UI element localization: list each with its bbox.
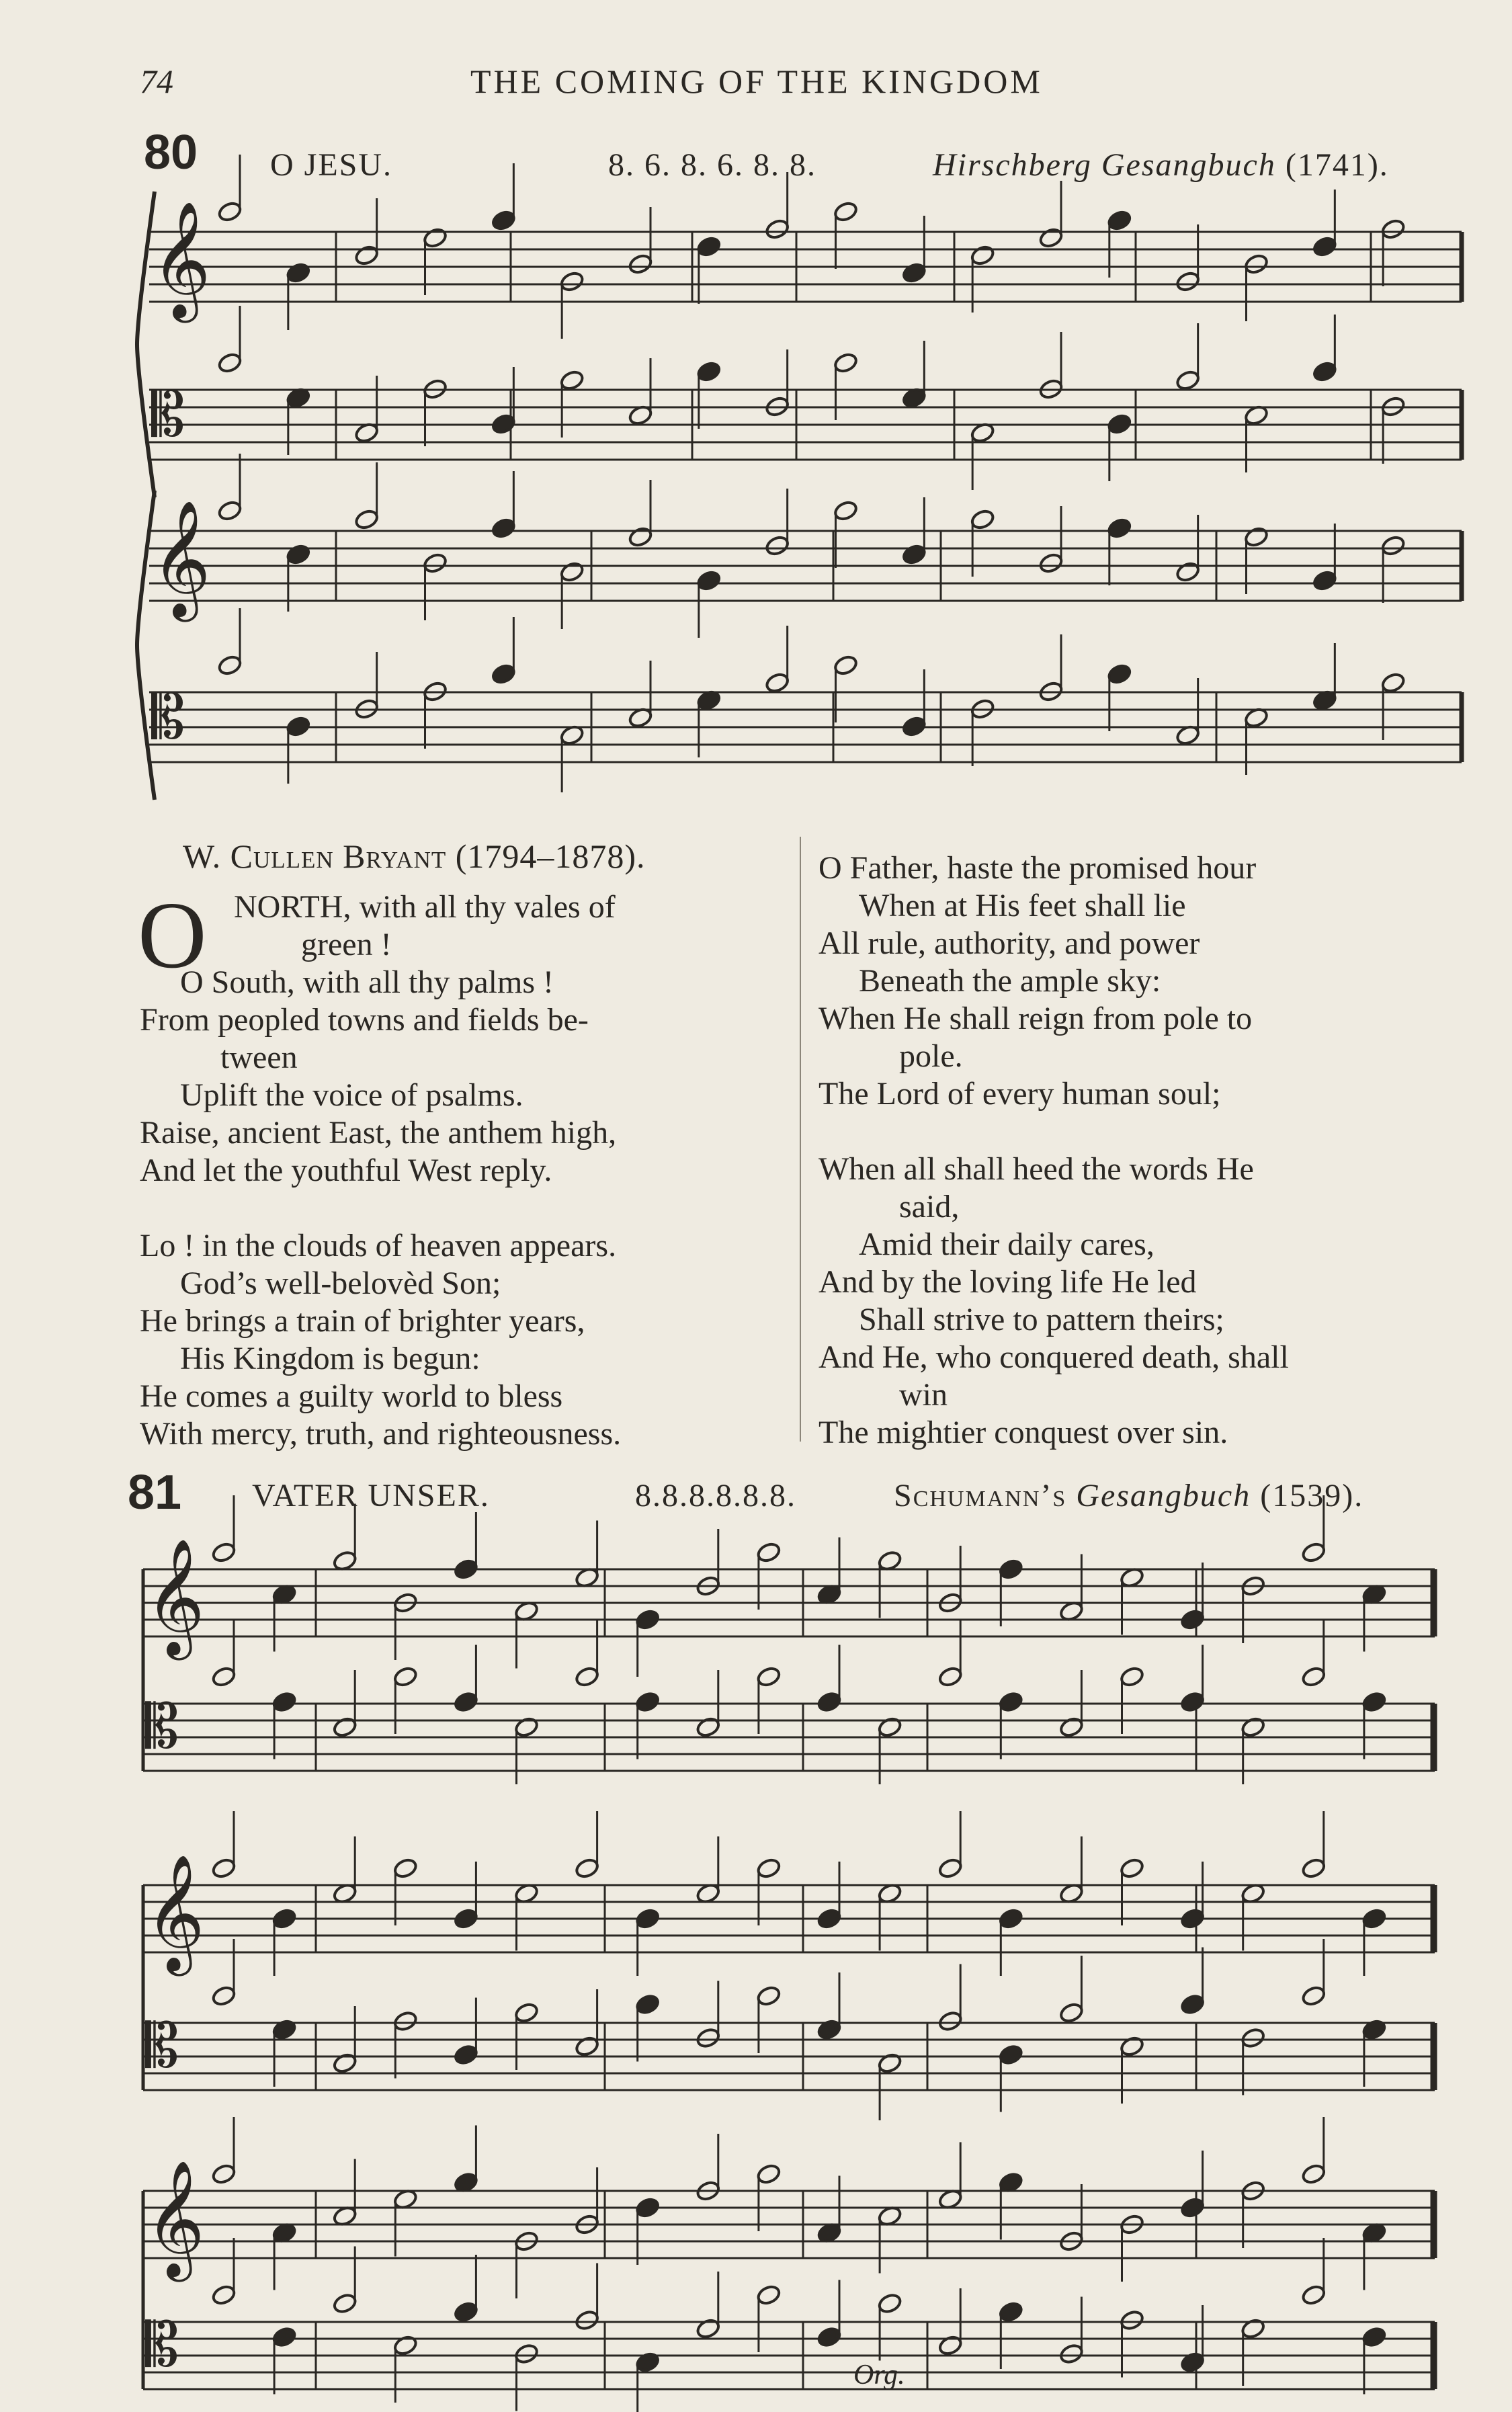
verse-line: His Kingdom is begun: — [180, 1341, 480, 1376]
running-title: THE COMING OF THE KINGDOM — [470, 63, 1043, 100]
note-head — [1301, 1985, 1327, 2007]
note-head — [635, 1993, 661, 2015]
verse-line: And let the youthful West reply. — [140, 1153, 552, 1188]
source-name-81: Schumann’s — [894, 1478, 1067, 1513]
note-head — [211, 2284, 237, 2306]
note-head — [877, 2052, 902, 2074]
note-head — [1301, 2163, 1327, 2185]
treble-clef: 𝄞 — [145, 2160, 205, 2277]
verse-line: With mercy, truth, and righteousness. — [140, 1416, 622, 1452]
verse-line: From peopled towns and fields be- — [140, 1002, 589, 1038]
verse-line: And by the loving life He led — [818, 1264, 1197, 1300]
note-head — [816, 1907, 842, 1929]
note-head — [635, 2196, 661, 2218]
note-head — [453, 1558, 478, 1580]
note-head — [453, 2044, 478, 2066]
treble-clef: 𝄞 — [145, 1538, 205, 1655]
note-head — [1361, 2018, 1387, 2040]
source-name: Hirschberg Gesangbuch — [933, 147, 1276, 183]
note-head — [756, 2284, 782, 2306]
note-head — [513, 1716, 539, 1738]
note-head — [998, 1691, 1023, 1713]
note-head — [1241, 2317, 1266, 2339]
verse-line: God’s well-belovèd Son; — [180, 1265, 501, 1301]
note-head — [635, 1691, 661, 1713]
note-head — [574, 2035, 599, 2057]
note-head — [1179, 1691, 1205, 1713]
verse-line: Lo ! in the clouds of heaven appears. — [140, 1228, 617, 1263]
treble-clef: 𝄞 — [151, 201, 211, 318]
note-head — [1058, 1716, 1084, 1738]
note-head — [1301, 1857, 1327, 1879]
note-head — [756, 1985, 782, 2007]
note-head — [211, 2163, 237, 2185]
note-head — [998, 1558, 1023, 1580]
note-head — [1301, 1541, 1327, 1563]
note-head — [1179, 2196, 1205, 2218]
note-head — [332, 2052, 358, 2074]
author-credit: W. Cullen Bryant (1794–1878). — [183, 837, 646, 875]
verse-line: win — [899, 1377, 948, 1413]
note-head — [574, 1665, 599, 1688]
verse-line: Shall strive to pattern theirs; — [859, 1302, 1224, 1337]
treble-clef: 𝄞 — [145, 1854, 205, 1971]
note-head — [937, 1857, 963, 1879]
bass-clef: 𝄡 — [145, 2310, 179, 2380]
note-head — [392, 1857, 418, 1879]
note-head — [998, 2044, 1023, 2066]
note-head — [877, 2292, 902, 2315]
verse-line: Amid their daily cares, — [859, 1226, 1154, 1262]
note-head — [1119, 1857, 1144, 1879]
hymn-number-80: 80 — [144, 126, 198, 179]
note-head — [332, 1716, 358, 1738]
verse-line: tween — [220, 1040, 298, 1075]
bass-clef: 𝄡 — [151, 380, 185, 450]
verse-line: The Lord of every human soul; — [818, 1076, 1221, 1112]
note-head — [1301, 1665, 1327, 1688]
note-head — [1119, 2035, 1144, 2057]
note-head — [998, 2300, 1023, 2323]
note-head — [453, 1691, 478, 1713]
verse-line: O South, with all thy palms ! — [180, 964, 554, 1000]
note-head — [998, 1907, 1023, 1929]
note-head — [211, 1665, 237, 1688]
note-head — [756, 1857, 782, 1879]
drop-cap: O — [138, 882, 207, 988]
note-head — [696, 1716, 721, 1738]
note-head — [392, 1665, 418, 1688]
tune-name-80: O JESU. — [270, 147, 393, 183]
source-year: (1741). — [1285, 147, 1389, 183]
note-head — [696, 2317, 721, 2339]
note-head — [756, 2163, 782, 2185]
note-head — [271, 1691, 297, 1713]
note-head — [1361, 1691, 1387, 1713]
verse-line: He brings a train of brighter years, — [140, 1303, 585, 1339]
note-head — [574, 2309, 599, 2331]
note-head — [392, 2010, 418, 2032]
hymn-number-81: 81 — [128, 1466, 182, 1520]
note-head — [1301, 2284, 1327, 2306]
note-head — [937, 2334, 963, 2356]
note-head — [1361, 2326, 1387, 2348]
verse-line: said, — [899, 1189, 960, 1224]
note-head — [1241, 1716, 1266, 1738]
verse-line: All rule, authority, and power — [818, 925, 1200, 961]
note-head — [937, 2010, 963, 2032]
note-head — [271, 2018, 297, 2040]
meter-81: 8.8.8.8.8.8. — [635, 1478, 796, 1513]
verse-line: The mightier conquest over sin. — [818, 1415, 1228, 1450]
organ-marking: Org. — [853, 2360, 905, 2390]
verse-line: green ! — [301, 927, 392, 962]
treble-clef: 𝄞 — [151, 500, 211, 617]
page-number: 74 — [140, 63, 173, 100]
note-head — [574, 1857, 599, 1879]
note-head — [211, 1857, 237, 1879]
note-head — [1179, 1993, 1205, 2015]
note-head — [696, 2027, 721, 2049]
note-head — [211, 1541, 237, 1563]
note-head — [1119, 1665, 1144, 1688]
source-year-81: (1539). — [1260, 1478, 1364, 1513]
verse-line: pole. — [899, 1038, 963, 1074]
note-head — [816, 2326, 842, 2348]
note-head — [513, 2001, 539, 2024]
note-head — [877, 1716, 902, 1738]
note-head — [816, 2018, 842, 2040]
note-head — [1119, 2309, 1144, 2331]
verse-line: He comes a guilty world to bless — [140, 1378, 563, 1414]
verse-line: When all shall heed the words He — [818, 1151, 1254, 1187]
note-head — [453, 2300, 478, 2323]
note-head — [756, 1541, 782, 1563]
note-head — [816, 1691, 842, 1713]
verse-line: Raise, ancient East, the anthem high, — [140, 1115, 617, 1151]
verse-line: Uplift the voice of psalms. — [180, 1077, 523, 1113]
note-head — [1179, 2351, 1205, 2373]
note-head — [453, 1907, 478, 1929]
note-head — [937, 1665, 963, 1688]
note-head — [1361, 1907, 1387, 1929]
verse-line: When He shall reign from pole to — [818, 1001, 1253, 1036]
note-head — [635, 2351, 661, 2373]
bass-clef: 𝄡 — [145, 2011, 179, 2081]
note-head — [271, 2326, 297, 2348]
source-title-81: Gesangbuch — [1076, 1478, 1251, 1513]
note-head — [392, 2334, 418, 2356]
note-head — [635, 1608, 661, 1630]
note-head — [1179, 1608, 1205, 1630]
note-head — [1058, 2343, 1084, 2365]
verse-line: When at His feet shall lie — [859, 888, 1186, 923]
note-head — [211, 1985, 237, 2007]
note-head — [332, 2292, 358, 2315]
note-head — [513, 2343, 539, 2365]
tune-name-81: VATER UNSER. — [252, 1478, 490, 1513]
note-head — [635, 1907, 661, 1929]
note-head — [271, 1907, 297, 1929]
bass-clef: 𝄡 — [151, 682, 185, 753]
verse-line: And He, who conquered death, shall — [818, 1339, 1289, 1375]
note-head — [1058, 2001, 1084, 2024]
verse-line: O Father, haste the promised hour — [818, 850, 1257, 886]
bass-clef: 𝄡 — [145, 1692, 179, 1762]
note-head — [1241, 2027, 1266, 2049]
note-head — [756, 1665, 782, 1688]
verse-line: NORTH, with all thy vales of — [234, 889, 616, 925]
verse-line: Beneath the ample sky: — [859, 963, 1161, 999]
meter-80: 8. 6. 8. 6. 8. 8. — [608, 147, 816, 183]
note-head — [1179, 1907, 1205, 1929]
